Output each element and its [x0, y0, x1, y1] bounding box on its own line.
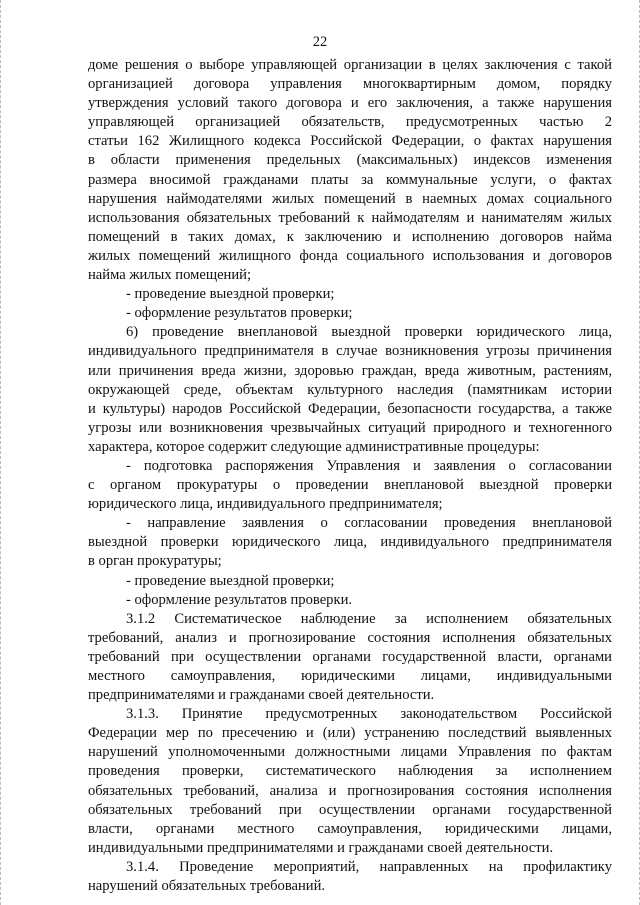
text-line: обязательных требований при осуществлении органами государственной [88, 801, 612, 818]
text-line: индивидуального предпринимателя в случае возникновения угрозы причинения [88, 343, 612, 360]
text-line: 6) проведение внеплановой выездной проверки юридического лица, [126, 324, 612, 341]
text-line: юридического лица, индивидуального предпринимателя; [88, 496, 443, 513]
text-line: проведения проверки, систематического наблюдения за исполнением [88, 763, 612, 780]
text-line: нарушений уполномоченными должностными лицами Управления по фактам [88, 744, 612, 761]
text-line: нарушения наймодателями жилых помещений в наемных домах социального [88, 190, 612, 207]
text-line: нарушений обязательных требований. [88, 878, 326, 895]
text-line: 3.1.3. Принятие предусмотренных законодательством Российской [126, 706, 612, 723]
text-line: 3.1.4. Проведение мероприятий, направленных на профилактику [126, 858, 612, 875]
text-line: жилых помещений жилищного фонда социального использования и договоров [88, 247, 612, 264]
text-line: организацией договора управления многоквартирным домом, порядку [88, 76, 612, 93]
text-line: выездной проверки юридического лица, индивидуального предпринимателя [88, 534, 612, 551]
text-line: - направление заявления о согласовании проведения внеплановой [126, 515, 612, 532]
text-line: использования обязательных требований к наймодателям и нанимателям жилых [88, 209, 612, 226]
text-line: управляющей организацией обязательств, предусмотренных частью 2 [88, 114, 612, 131]
text-line: индивидуальными предпринимателями и гражданами своей деятельности. [88, 839, 554, 856]
text-line: угрозы или возникновения чрезвычайных ситуаций природного и техногенного [88, 419, 612, 436]
text-line: требований при осуществлении органами государственной власти, органами [88, 648, 612, 665]
text-line: - проведение выездной проверки; [126, 572, 335, 589]
text-line: окружающей среде, объектам культурного наследия (памятникам истории [88, 381, 612, 398]
scan-edge-left [0, 0, 15, 905]
text-line: или причинения вреда жизни, здоровью граждан, вреда животным, растениям, [88, 362, 612, 379]
text-line: - оформление результатов проверки; [126, 305, 353, 322]
text-line: 3.1.2 Систематическое наблюдение за исполнением обязательных [126, 610, 612, 627]
text-line: Федерации мер по пресечению и (или) устранению последствий выявленных [88, 725, 612, 742]
text-line: власти, органами местного самоуправления, юридическими лицами, [88, 820, 612, 837]
text-line: с органом прокуратуры о проведении внеплановой выездной проверки [88, 477, 612, 494]
text-line: в области применения предельных (максимальных) индексов изменения [88, 152, 612, 169]
text-line: - оформление результатов проверки. [126, 591, 353, 608]
text-line: обязательных требований, анализа и прогнозирования состояния исполнения [88, 782, 612, 799]
page-number: 22 [312, 34, 328, 50]
text-line: в орган прокуратуры; [88, 553, 222, 570]
scan-edge-right [625, 0, 640, 905]
text-line: предпринимателями и гражданами своей деятельности. [88, 687, 435, 704]
text-line: и культуры) народов Российской Федерации, безопасности государства, а также [88, 400, 612, 417]
text-line: утверждения условий такого договора и его заключения, а также нарушения [88, 95, 612, 112]
text-line: характера, которое содержит следующие административные процедуры: [88, 438, 540, 455]
text-line: статьи 162 Жилищного кодекса Российской Федерации, о фактах нарушения [88, 133, 612, 150]
text-line: найма жилых помещений; [88, 267, 252, 284]
text-line: доме решения о выборе управляющей организации в целях заключения с такой [88, 57, 612, 73]
text-line: требований, анализ и прогнозирование состояния исполнения обязательных [88, 629, 612, 646]
text-line: - проведение выездной проверки; [126, 286, 335, 303]
text-line: размера вносимой гражданами платы за коммунальные услуги, о фактах [88, 171, 612, 188]
text-line: помещений в таких домах, к заключению и исполнению договоров найма [88, 228, 612, 245]
document-body [88, 56, 612, 896]
text-line: местного самоуправления, юридическими лицами, индивидуальными [88, 668, 612, 684]
text-line: - подготовка распоряжения Управления и заявления о согласовании [126, 457, 612, 474]
